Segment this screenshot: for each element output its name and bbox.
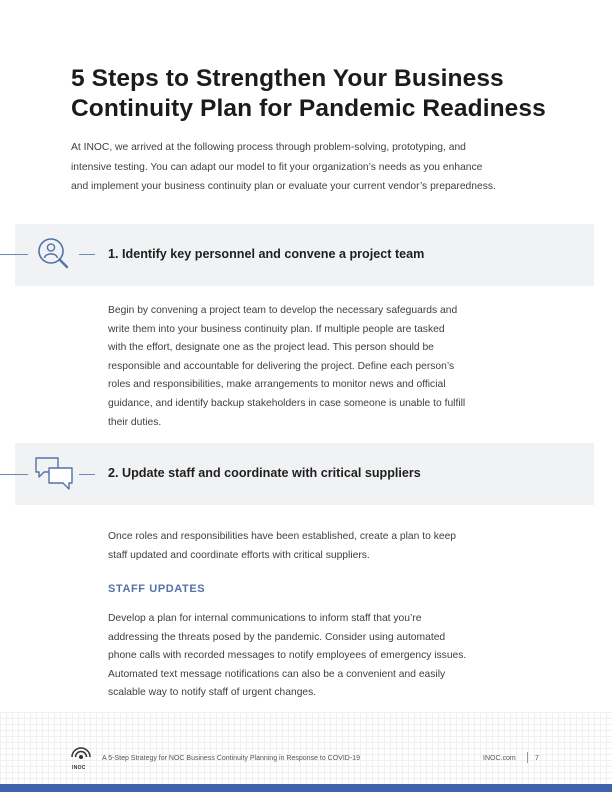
step-1-paragraph — [108, 302, 548, 432]
page-title — [71, 64, 551, 124]
staff-updates-paragraph — [108, 610, 548, 703]
paragraph-line: Begin by convening a project team to develop the necessary safeguards and — [108, 305, 458, 316]
step-2-heading: 2. Update staff and coordinate with critical suppliers — [108, 466, 421, 480]
paragraph-line: Develop a plan for internal communications to inform staff that you’re — [108, 613, 422, 624]
intro-paragraph — [71, 138, 551, 197]
step-2-right-rule — [79, 474, 95, 475]
paragraph-line: guidance, and identify backup stakeholders in case someone is unable to fulfill — [108, 397, 466, 409]
paragraph-line: staff updated and coordinate efforts with critical suppliers. — [108, 549, 370, 561]
footer-separator — [527, 752, 528, 763]
paragraph-line: responsible and accountable for delivering the project. Define each person’s — [108, 360, 455, 372]
intro-line: At INOC, we arrived at the following process through problem-solving, prototyping, and — [71, 142, 466, 153]
intro-line: intensive testing. You can adapt our model to fit your organization’s needs as you enhance — [71, 161, 483, 173]
paragraph-line: scalable way to notify staff of urgent changes. — [108, 687, 317, 699]
magnifier-person-icon — [34, 234, 74, 274]
paragraph-line: phone calls with recorded messages to notify employees of emergency issues. — [108, 650, 467, 662]
footer-document-title: A 5-Step Strategy for NOC Business Continuity Planning in Response to COVID-19 — [102, 755, 360, 762]
footer-accent-bar — [0, 784, 612, 792]
step-1-left-rule — [0, 254, 28, 255]
paragraph-line: roles and responsibilities, make arrangements to monitor news and official — [108, 379, 446, 391]
paragraph-line: Once roles and responsibilities have been established, create a plan to keep — [108, 531, 457, 542]
staff-updates-heading: STAFF UPDATES — [108, 583, 206, 595]
chat-bubbles-icon — [34, 455, 76, 493]
paragraph-line: write them into your business continuity plan. If multiple people are tasked — [108, 323, 445, 335]
step-1-heading: 1. Identify key personnel and convene a project team — [108, 247, 425, 261]
inoc-logo-icon — [70, 747, 92, 765]
logo-text: INOC — [72, 765, 86, 771]
step-1-right-rule — [79, 254, 95, 255]
paragraph-line: addressing the threats posed by the pandemic. Consider using automated — [108, 631, 446, 643]
page-number: 7 — [535, 755, 539, 762]
title-line: 5 Steps to Strengthen Your Business — [71, 65, 504, 92]
step-2-left-rule — [0, 474, 28, 475]
footer-site-link[interactable]: INOC.com — [483, 755, 516, 762]
paragraph-line: Automated text message notifications can also be a convenient and easily — [108, 668, 446, 680]
title-line: Continuity Plan for Pandemic Readiness — [71, 95, 546, 122]
intro-line: and implement your business continuity plan or evaluate your current vendor’s preparedness. — [71, 181, 496, 192]
paragraph-line: their duties. — [108, 416, 162, 428]
step-2-paragraph — [108, 528, 548, 565]
paragraph-line: with the effort, designate one as the project lead. This person should be — [108, 342, 434, 354]
